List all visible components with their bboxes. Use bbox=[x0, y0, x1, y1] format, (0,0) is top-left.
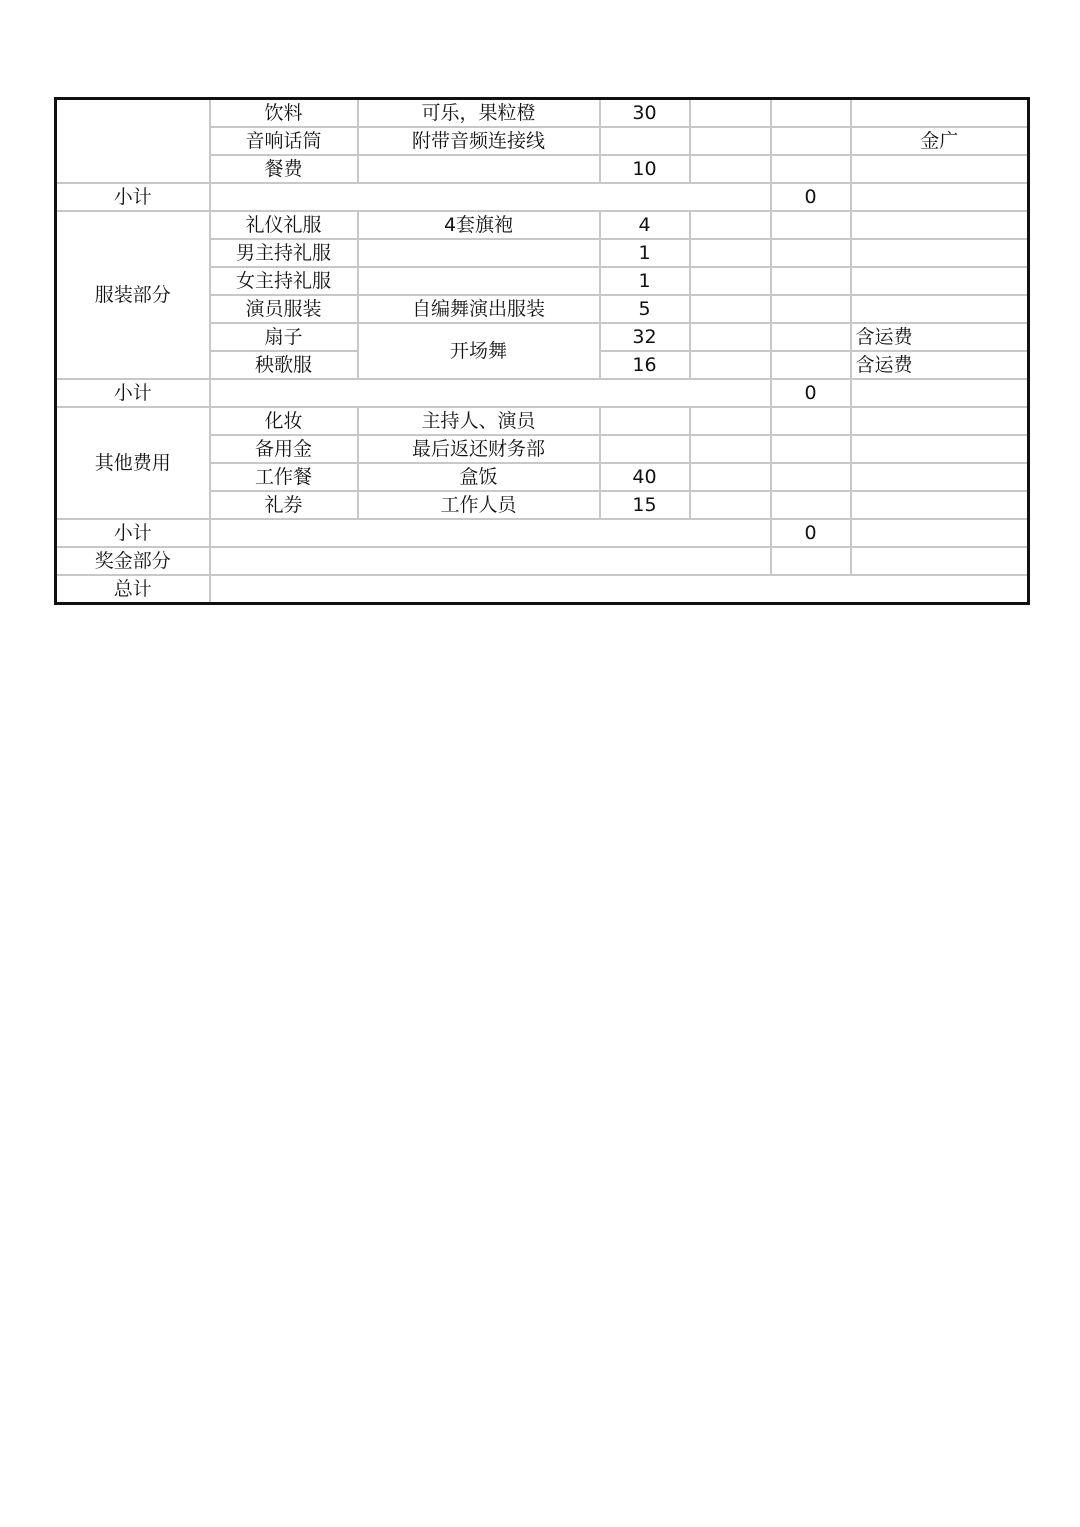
note-cell: 含运费 bbox=[851, 351, 1029, 379]
qty-cell: 10 bbox=[600, 155, 690, 183]
desc-cell bbox=[358, 239, 600, 267]
amount-cell bbox=[771, 491, 851, 519]
note-cell bbox=[851, 435, 1029, 463]
price-cell bbox=[690, 295, 771, 323]
subtotal-blank bbox=[210, 379, 771, 407]
item-cell: 工作餐 bbox=[210, 463, 358, 491]
subtotal-row bbox=[56, 519, 1029, 547]
budget-table bbox=[54, 97, 1030, 605]
amount-cell bbox=[771, 211, 851, 239]
table-row bbox=[56, 407, 1029, 435]
subtotal-blank bbox=[210, 183, 771, 211]
subtotal-label: 小计 bbox=[56, 379, 210, 407]
item-cell: 音响话筒 bbox=[210, 127, 358, 155]
item-cell: 化妆 bbox=[210, 407, 358, 435]
qty-cell: 1 bbox=[600, 239, 690, 267]
amount-cell bbox=[771, 323, 851, 351]
price-cell bbox=[690, 239, 771, 267]
note-cell bbox=[851, 519, 1029, 547]
qty-cell: 4 bbox=[600, 211, 690, 239]
item-cell: 备用金 bbox=[210, 435, 358, 463]
desc-cell: 开场舞 bbox=[358, 323, 600, 379]
amount-cell bbox=[771, 435, 851, 463]
price-cell bbox=[690, 127, 771, 155]
bonus-label: 奖金部分 bbox=[56, 547, 210, 575]
section-cell bbox=[56, 99, 210, 184]
subtotal-label: 小计 bbox=[56, 519, 210, 547]
qty-cell: 40 bbox=[600, 463, 690, 491]
desc-cell: 自编舞演出服装 bbox=[358, 295, 600, 323]
qty-cell: 5 bbox=[600, 295, 690, 323]
amount-cell bbox=[771, 155, 851, 183]
item-cell: 餐费 bbox=[210, 155, 358, 183]
item-cell: 女主持礼服 bbox=[210, 267, 358, 295]
subtotal-value: 0 bbox=[771, 519, 851, 547]
note-cell bbox=[851, 267, 1029, 295]
bonus-row bbox=[56, 547, 1029, 575]
note-cell bbox=[851, 211, 1029, 239]
total-value bbox=[210, 575, 1029, 604]
qty-cell: 1 bbox=[600, 267, 690, 295]
subtotal-blank bbox=[210, 519, 771, 547]
note-cell: 金广 bbox=[851, 127, 1029, 155]
desc-cell: 可乐，果粒橙 bbox=[358, 99, 600, 128]
note-cell bbox=[851, 183, 1029, 211]
section-cell: 服装部分 bbox=[56, 211, 210, 379]
qty-cell bbox=[600, 435, 690, 463]
desc-cell: 附带音频连接线 bbox=[358, 127, 600, 155]
desc-cell: 主持人、演员 bbox=[358, 407, 600, 435]
price-cell bbox=[690, 351, 771, 379]
desc-cell: 工作人员 bbox=[358, 491, 600, 519]
note-cell: 含运费 bbox=[851, 323, 1029, 351]
item-cell: 男主持礼服 bbox=[210, 239, 358, 267]
note-cell bbox=[851, 239, 1029, 267]
qty-cell: 30 bbox=[600, 99, 690, 128]
note-cell bbox=[851, 547, 1029, 575]
price-cell bbox=[690, 155, 771, 183]
desc-cell: 最后返还财务部 bbox=[358, 435, 600, 463]
price-cell bbox=[690, 323, 771, 351]
item-cell: 演员服装 bbox=[210, 295, 358, 323]
note-cell bbox=[851, 99, 1029, 128]
price-cell bbox=[690, 491, 771, 519]
budget-sheet bbox=[54, 97, 1027, 605]
qty-cell bbox=[600, 127, 690, 155]
note-cell bbox=[851, 295, 1029, 323]
amount-cell bbox=[771, 351, 851, 379]
subtotal-row bbox=[56, 183, 1029, 211]
note-cell bbox=[851, 155, 1029, 183]
subtotal-value: 0 bbox=[771, 379, 851, 407]
price-cell bbox=[690, 99, 771, 128]
amount-cell bbox=[771, 239, 851, 267]
item-cell: 扇子 bbox=[210, 323, 358, 351]
desc-cell: 4套旗袍 bbox=[358, 211, 600, 239]
bonus-value bbox=[771, 547, 851, 575]
subtotal-row bbox=[56, 379, 1029, 407]
price-cell bbox=[690, 463, 771, 491]
amount-cell bbox=[771, 295, 851, 323]
total-row bbox=[56, 575, 1029, 604]
price-cell bbox=[690, 435, 771, 463]
desc-cell: 盒饭 bbox=[358, 463, 600, 491]
qty-cell bbox=[600, 407, 690, 435]
item-cell: 礼券 bbox=[210, 491, 358, 519]
price-cell bbox=[690, 211, 771, 239]
amount-cell bbox=[771, 99, 851, 128]
subtotal-value: 0 bbox=[771, 183, 851, 211]
bonus-blank bbox=[210, 547, 771, 575]
qty-cell: 32 bbox=[600, 323, 690, 351]
section-cell: 其他费用 bbox=[56, 407, 210, 519]
note-cell bbox=[851, 491, 1029, 519]
note-cell bbox=[851, 379, 1029, 407]
desc-cell bbox=[358, 155, 600, 183]
item-cell: 饮料 bbox=[210, 99, 358, 128]
table-row bbox=[56, 211, 1029, 239]
item-cell: 秧歌服 bbox=[210, 351, 358, 379]
table-row bbox=[56, 99, 1029, 128]
amount-cell bbox=[771, 463, 851, 491]
price-cell bbox=[690, 407, 771, 435]
amount-cell bbox=[771, 407, 851, 435]
note-cell bbox=[851, 407, 1029, 435]
qty-cell: 16 bbox=[600, 351, 690, 379]
amount-cell bbox=[771, 267, 851, 295]
desc-cell bbox=[358, 267, 600, 295]
price-cell bbox=[690, 267, 771, 295]
item-cell: 礼仪礼服 bbox=[210, 211, 358, 239]
qty-cell: 15 bbox=[600, 491, 690, 519]
subtotal-label: 小计 bbox=[56, 183, 210, 211]
note-cell bbox=[851, 463, 1029, 491]
total-label: 总计 bbox=[56, 575, 210, 604]
amount-cell bbox=[771, 127, 851, 155]
